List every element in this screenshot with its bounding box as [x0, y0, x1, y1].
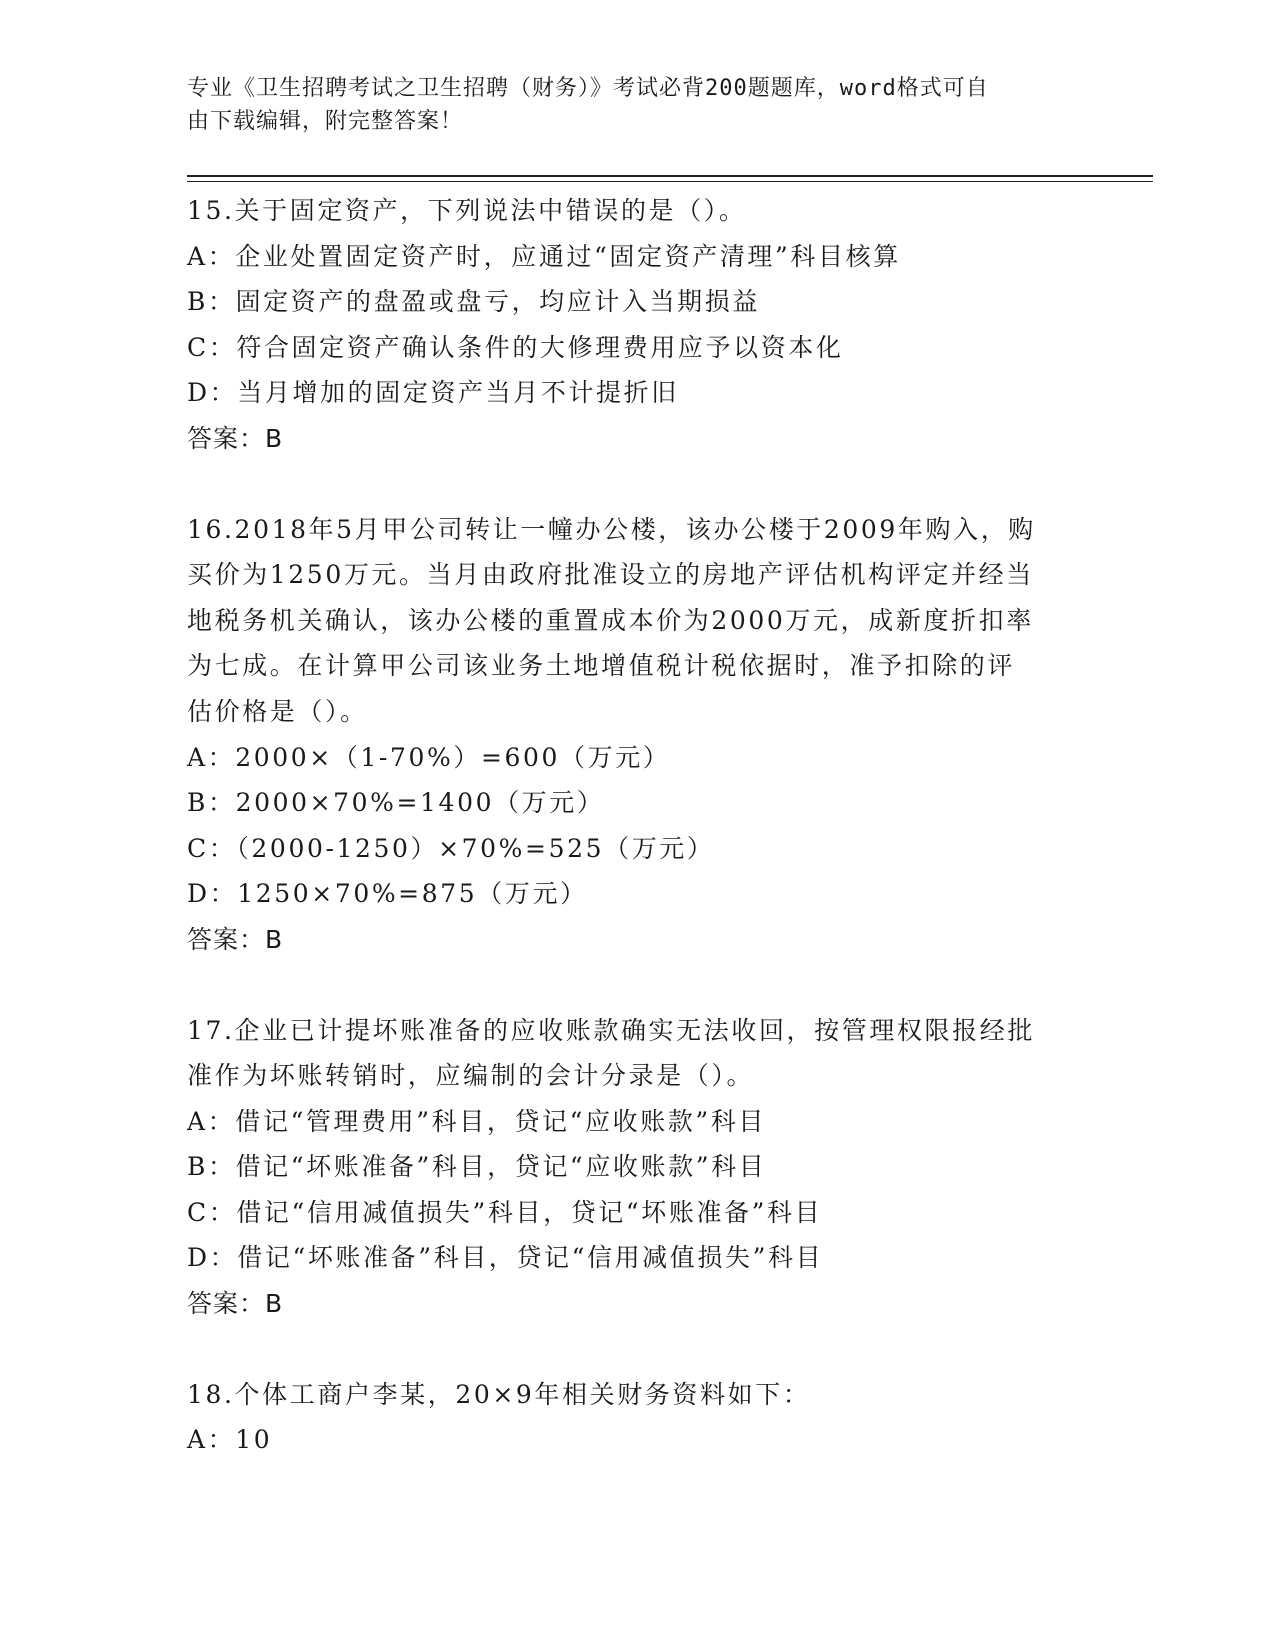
answer-option: C：（2000-1250）×70%=525（万元） [187, 833, 715, 863]
answer-option: A：10 [187, 1425, 273, 1455]
question-block [187, 188, 1087, 462]
document-header [187, 72, 1087, 138]
question-stem-line: 15.关于固定资产，下列说法中错误的是（）。 [187, 196, 747, 225]
answer-key: 答案：B [187, 924, 284, 954]
answer-option: C：符合固定资产确认条件的大修理费用应予以资本化 [187, 332, 844, 362]
answer-option: B：固定资产的盘盈或盘亏，均应计入当期损益 [187, 287, 760, 317]
answer-key: 答案：B [187, 423, 284, 453]
answer-option: A：企业处置固定资产时，应通过“固定资产清理”科目核算 [187, 241, 901, 271]
question-list [187, 188, 1087, 1508]
question-block [187, 1008, 1087, 1327]
question-stem-line: 17.企业已计提坏账准备的应收账款确实无法收回，按管理权限报经批 [187, 1015, 1035, 1045]
question-stem-line: 18.个体工商户李某，20×9年相关财务资料如下： [187, 1379, 811, 1409]
header-divider-thin [187, 181, 1153, 182]
answer-option: A：借记“管理费用”科目，贷记“应收账款”科目 [187, 1106, 766, 1136]
answer-option: D：当月增加的固定资产当月不计提折旧 [187, 378, 679, 408]
header-line: 由下载编辑，附完整答案！ [187, 109, 464, 134]
question-stem-line: 16.2018年5月甲公司转让一幢办公楼，该办公楼于2009年购入，购 [187, 514, 1036, 544]
answer-option: A：2000×（1-70%）=600（万元） [187, 742, 671, 772]
answer-option: B：2000×70%=1400（万元） [187, 788, 605, 818]
question-block [187, 1372, 1087, 1463]
answer-option: D：借记“坏账准备”科目，贷记“信用减值损失”科目 [187, 1243, 824, 1273]
answer-option: B：借记“坏账准备”科目，贷记“应收账款”科目 [187, 1152, 767, 1182]
question-block [187, 507, 1087, 963]
question-stem-line: 估价格是（）。 [187, 696, 368, 726]
question-stem-line: 为七成。在计算甲公司该业务土地增值税计税依据时，准予扣除的评 [187, 651, 1016, 681]
question-stem-line: 买价为1250万元。当月由政府批准设立的房地产评估机构评定并经当 [187, 560, 1034, 590]
header-line: 专业《卫生招聘考试之卫生招聘（财务）》考试必背200题题库，word格式可自 [187, 76, 989, 101]
answer-option: C：借记“信用减值损失”科目，贷记“坏账准备”科目 [187, 1197, 823, 1227]
header-divider [187, 175, 1153, 177]
answer-option: D：1250×70%=875（万元） [187, 879, 588, 909]
question-stem-line: 准作为坏账转销时，应编制的会计分录是（）。 [187, 1061, 755, 1091]
answer-key: 答案：B [187, 1289, 284, 1319]
question-stem-line: 地税务机关确认，该办公楼的重置成本价为2000万元，成新度折扣率 [187, 605, 1034, 635]
